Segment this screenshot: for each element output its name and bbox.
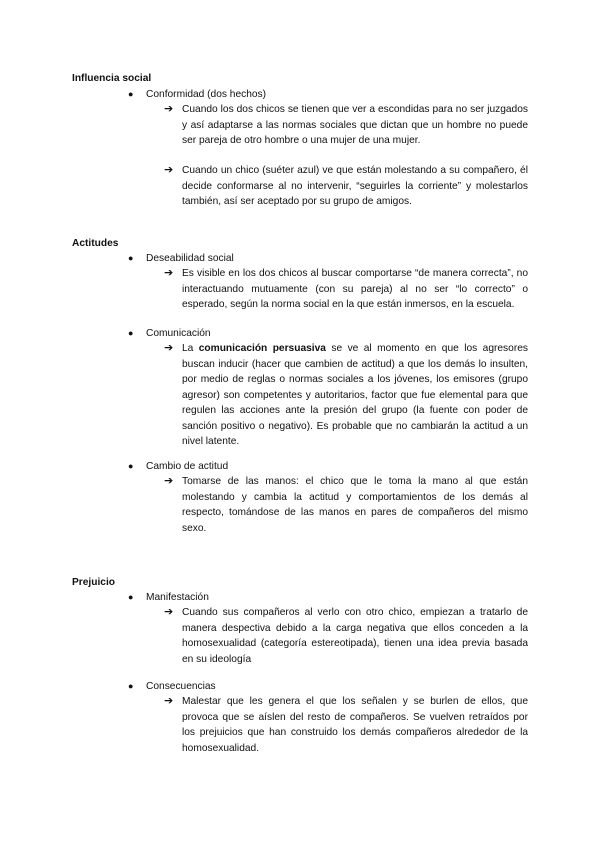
sub-item-text: Cuando los dos chicos se tienen que ver a escondidas para no ser juzgados y así adaptarse a las normas sociales que dictan que un hombre no puede ser pareja de otro hombre o una mujer de una mujer. [182,104,528,146]
section-heading: Influencia social [72,73,152,84]
arrow-right-icon: ➔ [164,103,174,115]
sub-item-text: Cuando sus compañeros al verlo con otro chico, empiezan a tratarlo de manera despectiva debido a la carga negativa que ellos conceden a la homosexualidad (categoría estereotipada), tienen una idea previa basada en su ideología [182,607,528,665]
arrow-right-icon: ➔ [164,267,174,279]
arrow-right-icon: ➔ [164,695,174,707]
sub-item-text [182,341,528,450]
bullet-icon: ● [128,592,134,602]
bullet-icon: ● [128,253,134,263]
arrow-right-icon: ➔ [164,164,174,176]
arrow-right-icon: ➔ [164,606,174,618]
text-rest: se ve al momento en que los agresores buscan inducir (hacer que cambien de actitud) a que los demás lo insulten, por medio de reglas o normas sociales a los jóvenes, los emisores (grupo agresor) son competentes y autoritarios, factor que fue elemental para que regulen las acciones ante la presión del grupo (la fuente con poder de sanción positivo o negativo). Es probable que no cambiarán la actitud a un nivel latente. [182,343,528,447]
item-label: Cambio de actitud [146,461,229,472]
bullet-icon: ● [128,461,134,471]
section-heading: Actitudes [72,238,119,249]
sub-item-text: Tomarse de las manos: el chico que le toma la mano al que están molestando y cambia la actitud y comportamientos de los demás al respecto, tomándose de las manos en pares de compañeros del mismo sexo. [182,476,528,534]
bullet-icon: ● [128,328,134,338]
sub-item-text: Malestar que les genera el que los señalen y se burlen de ellos, que provoca que se aíslen del resto de compañeros. Se vuelven retraídos por los prejuicios que han construido los demás compañeros alrededor de la homosexualidad. [182,696,528,754]
item-label: Manifestación [146,592,209,603]
text-prefix: La [182,343,199,354]
bullet-icon: ● [128,89,134,99]
bullet-icon: ● [128,681,134,691]
item-label: Conformidad (dos hechos) [146,89,267,100]
bold-term: comunicación persuasiva [198,343,326,354]
arrow-right-icon: ➔ [164,475,174,487]
arrow-right-icon: ➔ [164,342,174,354]
section-heading: Prejuicio [72,577,116,588]
item-label: Deseabilidad social [146,253,234,264]
sub-item-text: Cuando un chico (suéter azul) ve que están molestando a su compañero, él decide conformarse al no intervenir, “seguirles la corriente” y molestarlos también, así ser aceptado por su grupo de amigos. [182,165,528,207]
item-label: Consecuencias [146,681,216,692]
item-label: Comunicación [146,328,211,339]
sub-item-text: Es visible en los dos chicos al buscar comportarse “de manera correcta”, no interactuando mutuamente (con su pareja) al no ser “lo correcto” o esperado, según la norma social en la que están inmersos, en la escuela. [182,268,528,310]
